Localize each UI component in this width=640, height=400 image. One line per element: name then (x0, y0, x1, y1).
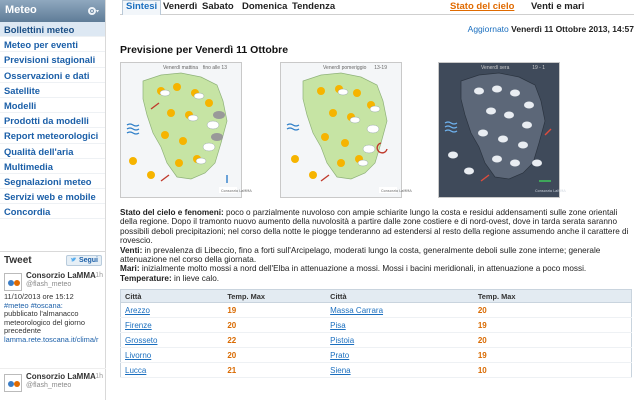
city-link[interactable]: Livorno (121, 348, 224, 363)
sidebar-item-multimedia[interactable]: Multimedia (0, 159, 105, 174)
forecast-map-morning[interactable] (120, 62, 252, 198)
tweet-item[interactable] (0, 268, 106, 368)
temp-max-value: 19 (474, 348, 632, 363)
forecast-tabs (120, 0, 634, 15)
city-link[interactable]: Siena (326, 363, 474, 378)
temp-max-value: 20 (223, 318, 326, 333)
wind-paragraph (120, 246, 632, 265)
temp-max-value: 20 (474, 333, 632, 348)
sky-label: Stato del cielo e fenomeni: (120, 208, 224, 217)
svg-text:Consorzio LaMMA: Consorzio LaMMA (221, 189, 252, 193)
tuscany-map-morning (121, 63, 252, 197)
map-caption-hours: 13-19 (374, 65, 387, 71)
city-link[interactable]: Arezzo (121, 303, 224, 318)
follow-label: Segui (78, 257, 98, 264)
table-row (121, 303, 632, 318)
sea-text: inizialmente molto mossi a nord dell'Elba in attenuazione a mossi. Mossi i bacini meridionali, in attenuazione a poco mossi. (139, 264, 587, 274)
tweet-author-handle[interactable]: @flash_meteo (26, 382, 72, 389)
city-link[interactable]: Lucca (121, 363, 224, 378)
follow-button[interactable] (66, 255, 102, 266)
temp-max-value: 19 (223, 303, 326, 318)
sidebar-header (0, 0, 105, 22)
last-updated-label: Aggiornato (467, 24, 509, 34)
temp-max-value: 20 (474, 303, 632, 318)
tab-venti-e-mari[interactable]: Venti e mari (531, 1, 585, 12)
temp-max-value: 21 (223, 363, 326, 378)
tuscany-map-afternoon (281, 63, 412, 197)
sidebar-title: Meteo (5, 4, 37, 16)
sidebar-item-previsioni-stagionali[interactable]: Previsioni stagionali (0, 52, 105, 67)
last-updated-value: Venerdì 11 Ottobre 2013, 14:57 (511, 24, 634, 34)
wind-text: in prevalenza di Libeccio, fino a forti sull'Arcipelago, moderati lungo la costa, generalmente deboli sulle zone interne; generale attenuazione nel corso della giornata. (120, 245, 601, 265)
tab-sintesi[interactable]: Sintesi (122, 0, 161, 15)
sidebar-item-prodotti-da-modelli[interactable]: Prodotti da modelli (0, 113, 105, 128)
tweet-date: 11/10/2013 ore 15:12 (4, 292, 74, 301)
temperature-paragraph (120, 274, 632, 283)
header-city: Città (326, 290, 474, 303)
tweet-text (4, 293, 102, 344)
tweet-author-handle[interactable]: @flash_meteo (26, 281, 72, 288)
sea-label: Mari: (120, 264, 140, 274)
sidebar-item-concordia[interactable]: Concordia (0, 204, 105, 219)
table-row (121, 348, 632, 363)
temp-max-value: 22 (223, 333, 326, 348)
city-link[interactable]: Grosseto (121, 333, 224, 348)
sidebar-item-meteo-per-eventi[interactable]: Meteo per eventi (0, 37, 105, 52)
sidebar-item-osservazioni-e-dati[interactable]: Osservazioni e dati (0, 68, 105, 83)
map-caption-label: Venerdì pomeriggio (323, 65, 367, 71)
twitter-header (0, 252, 106, 268)
forecast-map-afternoon[interactable] (280, 62, 412, 198)
twitter-bird-icon (70, 256, 77, 263)
sidebar-item-qualita-dell-aria[interactable]: Qualità dell'aria (0, 144, 105, 159)
temperature-label: Temperature: (120, 273, 172, 283)
tweet-time[interactable]: 1h (95, 272, 103, 279)
tweet-body: pubblicato l'almanacco meteorologico del giorno precedente (4, 309, 85, 335)
header-city: Città (121, 290, 224, 303)
forecast-description (120, 208, 632, 283)
sidebar-menu (0, 22, 105, 219)
sidebar-item-modelli[interactable]: Modelli (0, 98, 105, 113)
sea-paragraph (120, 264, 632, 273)
sidebar-item-servizi-web-e-mobile[interactable]: Servizi web e mobile (0, 189, 105, 204)
tweet-hashtags[interactable]: #meteo #toscana: (4, 300, 63, 310)
map-caption-label: Venerdì mattina (163, 65, 199, 71)
map-caption-hours: fino alle 13 (202, 65, 227, 71)
temperature-table (120, 289, 632, 378)
page-title: Previsione per Venerdì 11 Ottobre (120, 44, 289, 56)
table-row (121, 333, 632, 348)
map-caption-label: Venerdì sera (481, 65, 510, 71)
tab-venerdi[interactable]: Venerdì (163, 1, 198, 12)
sidebar-item-satellite[interactable]: Satellite (0, 83, 105, 98)
twitter-widget (0, 251, 106, 398)
table-row (121, 318, 632, 333)
city-link[interactable]: Massa Carrara (326, 303, 474, 318)
wind-label: Venti: (120, 245, 143, 255)
temp-max-value: 19 (474, 318, 632, 333)
main-content (120, 0, 634, 400)
sidebar-item-report-meteorologici[interactable]: Report meteorologici (0, 128, 105, 143)
svg-text:Consorzio LaMMA: Consorzio LaMMA (535, 189, 566, 193)
sidebar-item-segnalazioni-meteo[interactable]: Segnalazioni meteo (0, 174, 105, 189)
temp-max-value: 10 (474, 363, 632, 378)
tweet-author-name[interactable]: Consorzio LaMMA (26, 271, 96, 280)
avatar[interactable] (4, 273, 22, 291)
sidebar (0, 0, 106, 400)
avatar[interactable] (4, 374, 22, 392)
tab-domenica[interactable]: Domenica (242, 1, 288, 12)
table-row (121, 363, 632, 378)
twitter-title: Tweet (4, 255, 32, 266)
last-updated (468, 24, 634, 34)
header-temp-max: Temp. Max (474, 290, 632, 303)
tab-stato-del-cielo[interactable]: Stato del cielo (450, 1, 515, 12)
tab-tendenza[interactable]: Tendenza (292, 1, 336, 12)
svg-text:Consorzio LaMMA: Consorzio LaMMA (381, 189, 412, 193)
map-caption-hours: 19 - 1 (532, 65, 545, 71)
tuscany-map-evening (439, 63, 566, 197)
gear-icon[interactable] (87, 5, 99, 17)
sky-paragraph (120, 208, 632, 246)
tweet-author-name[interactable]: Consorzio LaMMA (26, 372, 96, 381)
city-link[interactable]: Prato (326, 348, 474, 363)
table-header-row (121, 290, 632, 303)
sky-text: poco o parzialmente nuvoloso con ampie schiarite lungo la costa e residui addensamenti sulle zone orientali della regione. Dopo il tramonto nuovo aumento della nuvolosità a partire dalle zone costiere e di nord-ovest, dove in tarda serata saranno possibili deboli precipitazioni; nel corso della notte le piogge tenderanno ad estendersi al resto della regione assumendo anche il carattere di rovescio. (120, 208, 629, 246)
tweet-item[interactable] (0, 368, 106, 398)
sidebar-item-bollettini-meteo[interactable]: Bollettini meteo (0, 22, 105, 37)
header-temp-max: Temp. Max (223, 290, 326, 303)
temperature-text: in lieve calo. (171, 273, 220, 283)
forecast-maps (120, 62, 634, 198)
city-link[interactable]: Pistoia (326, 333, 474, 348)
city-link[interactable]: Firenze (121, 318, 224, 333)
tab-sabato[interactable]: Sabato (202, 1, 234, 12)
temp-max-value: 20 (223, 348, 326, 363)
tweet-link[interactable]: lamma.rete.toscana.it/clima/r (4, 334, 99, 344)
tweet-time[interactable]: 1h (95, 373, 103, 380)
forecast-map-evening[interactable] (438, 62, 566, 198)
city-link[interactable]: Pisa (326, 318, 474, 333)
